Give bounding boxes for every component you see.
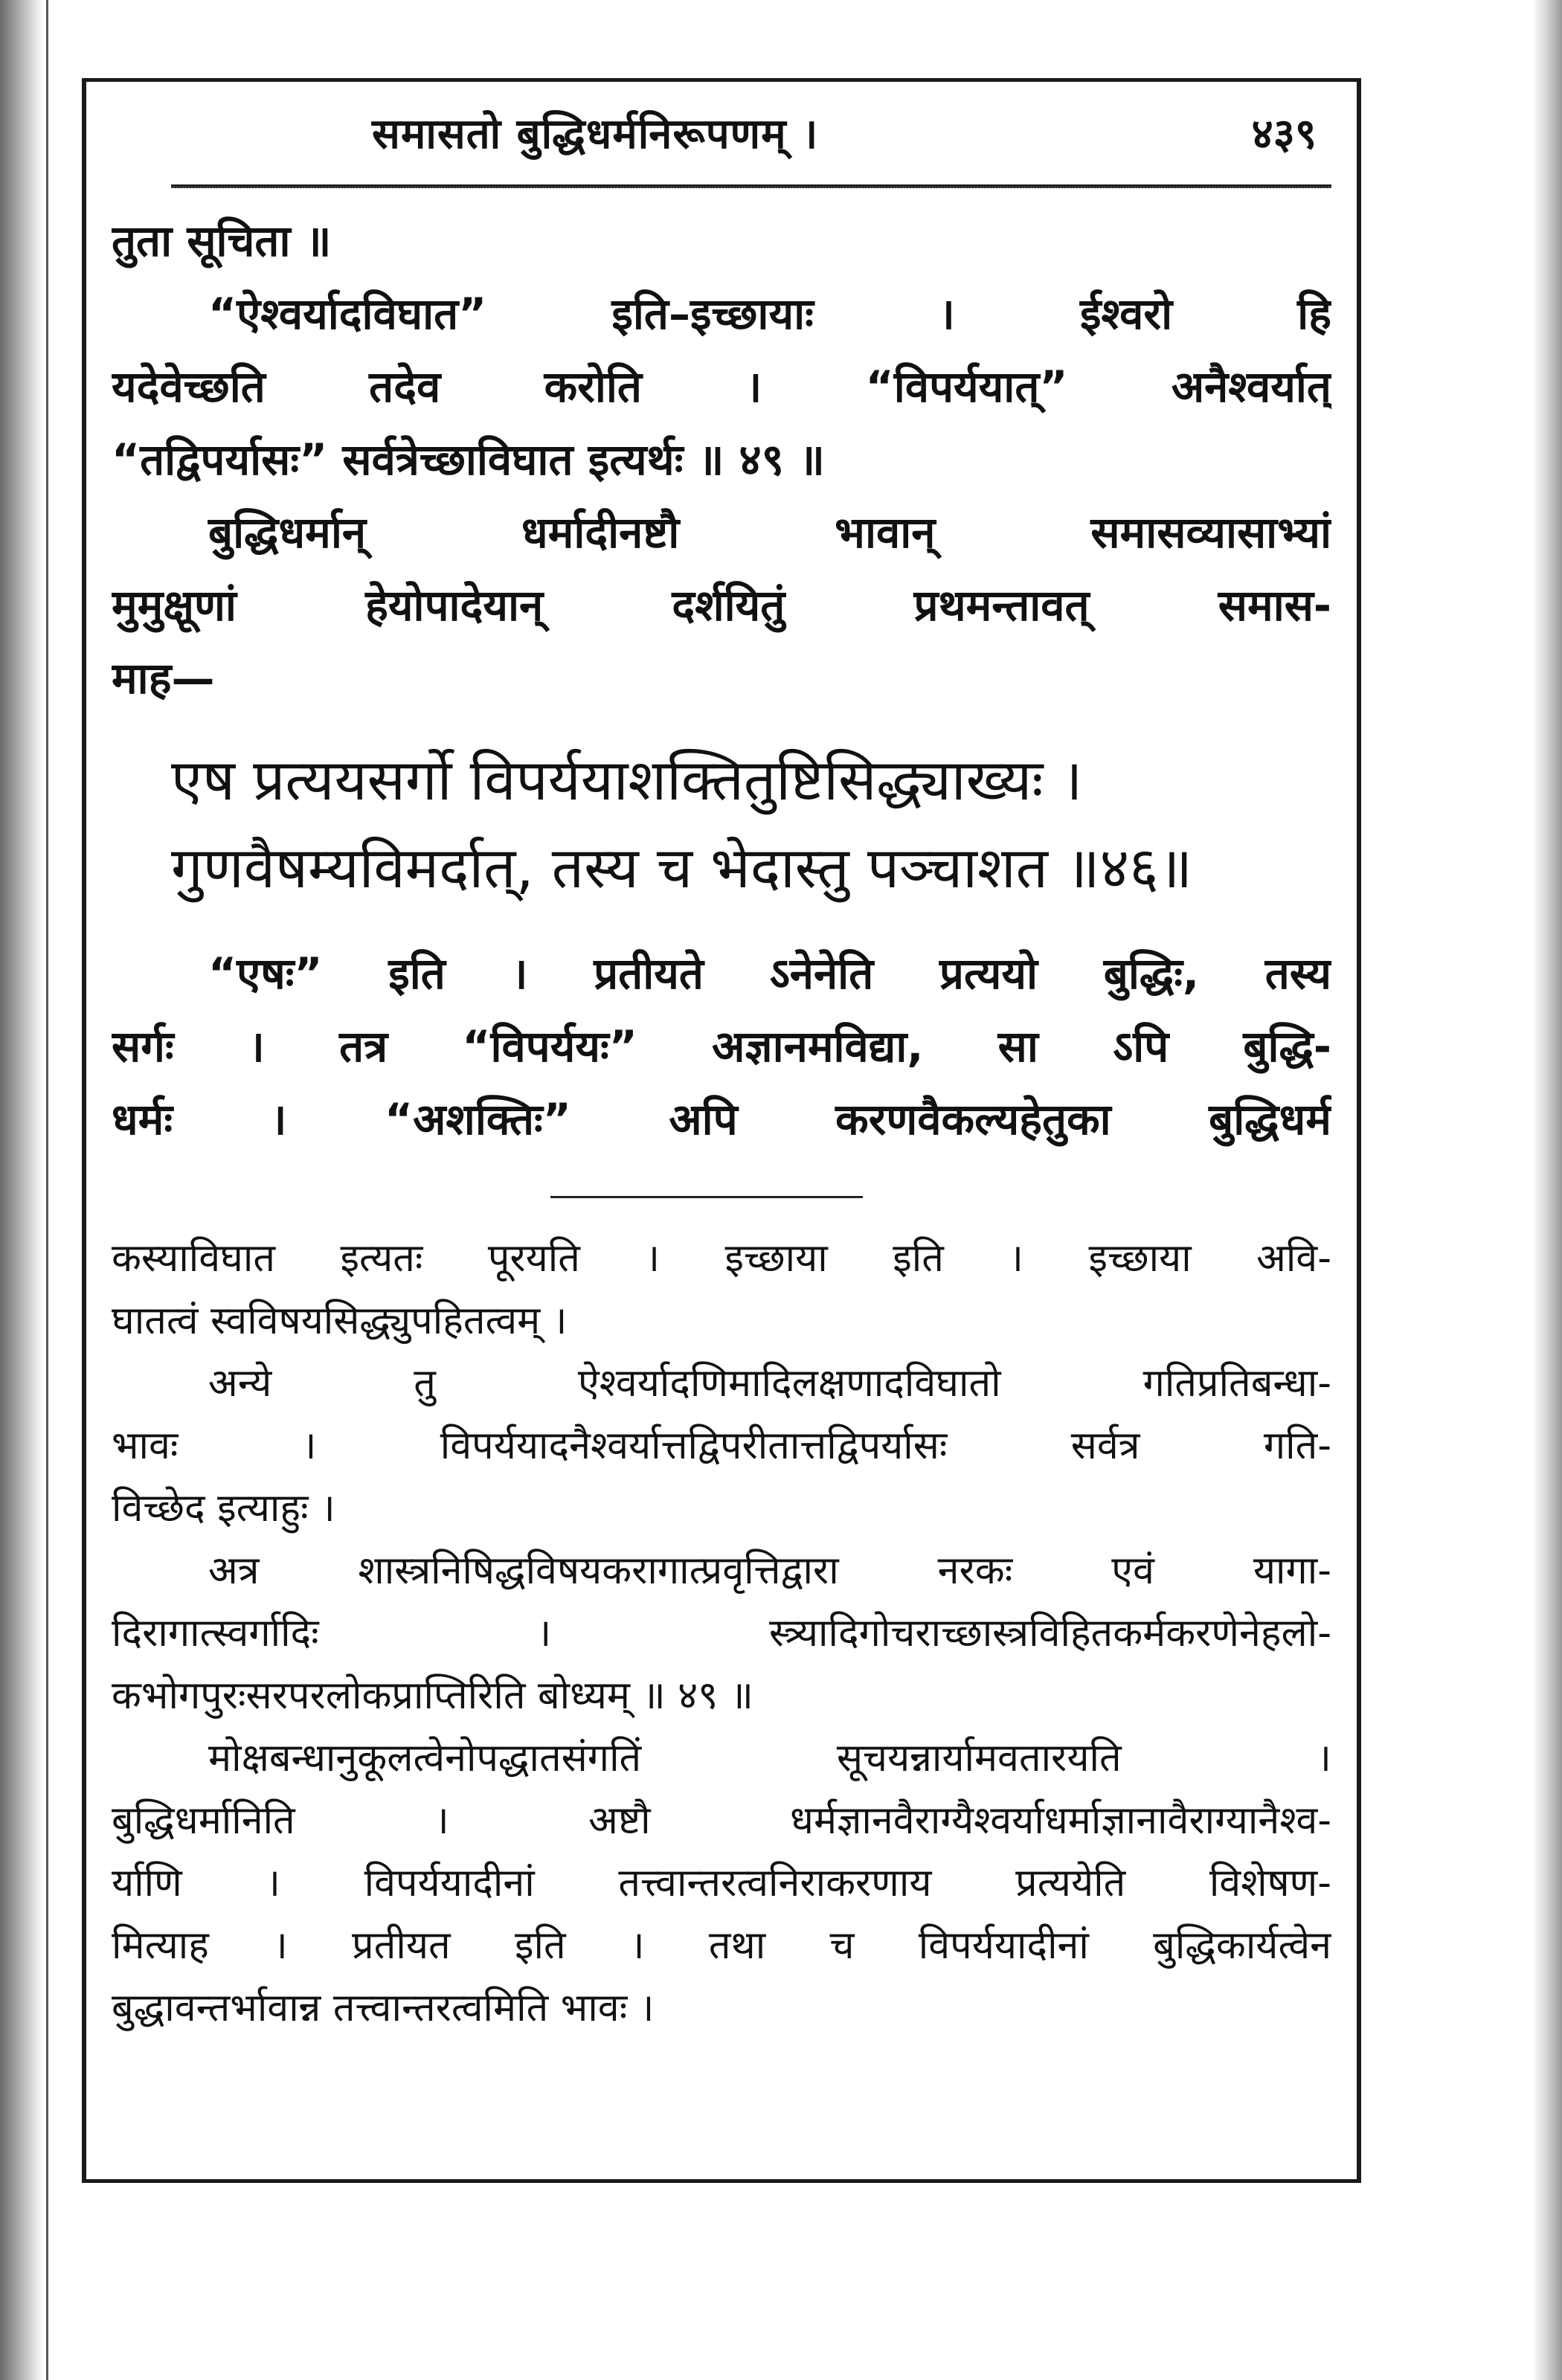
text-line: सर्गः । तत्र “विपर्ययः” अज्ञानमविद्या, सा ऽपि बुद्धि-: [112, 1021, 1331, 1072]
text-line: तुता सूचिता ॥: [112, 216, 332, 266]
book-spine-shadow: [0, 0, 45, 2380]
main-text-block-2: [112, 937, 1331, 1156]
verse-line: गुणवैषम्यविमर्दात्, तस्य च भेदास्तु पञ्चाशत ॥४६॥: [171, 834, 1193, 901]
book-spine-line: [46, 0, 48, 2380]
commentary-line: मित्याह । प्रतीयत इति । तथा च विपर्ययादीनां बुद्धिकार्यत्वेन: [112, 1923, 1331, 1968]
commentary-block: [112, 1227, 1331, 2039]
commentary-line: कस्याविघात इत्यतः पूरयति । इच्छाया इति । इच्छाया अवि-: [112, 1236, 1331, 1281]
commentary-line: बुद्धावन्तर्भावान्न तत्त्वान्तरत्वमिति भावः ।: [112, 1986, 655, 2030]
commentary-line: बुद्धिधर्मानिति । अष्टौ धर्मज्ञानवैराग्यैश्वर्याधर्माज्ञानावैराग्यानैश्व-: [112, 1798, 1331, 1843]
text-line: “तद्विपर्यासः” सर्वत्रेच्छाविघात इत्यर्थः ॥ ४९ ॥: [112, 434, 825, 485]
page-edge-shadow: [1532, 0, 1562, 2380]
commentary-line: घातत्वं स्वविषयसिद्ध्युपहितत्वम् ।: [112, 1299, 568, 1343]
header-rule: [171, 184, 1331, 188]
running-title: समासतो बुद्धिधर्मनिरूपणम् ।: [372, 110, 819, 158]
commentary-line: अन्ये तु ऐश्वर्यादणिमादिलक्षणादविघातो गतिप्रतिबन्धा-: [208, 1361, 1331, 1406]
page-number: ४३९: [1251, 110, 1317, 158]
commentary-line: दिरागात्स्वर्गादिः । स्त्र्यादिगोचराच्छास्त्रविहितकर्मकरणेनेहलो-: [112, 1611, 1331, 1656]
commentary-line: भावः । विपर्ययादनैश्वर्यात्तद्विपरीतात्तद्विपर्यासः सर्वत्र गति-: [112, 1424, 1331, 1468]
text-line: “ऐश्वर्यादविघात” इति–इच्छायाः । ईश्वरो हि: [208, 289, 1331, 339]
commentary-line: मोक्षबन्धानुकूलत्वेनोपद्धातसंगतिं सूचयन्नार्यामवतारयति ।: [208, 1736, 1331, 1781]
text-line: धर्मः । “अशक्तिः” अपि करणवैकल्यहेतुका बुद्धिधर्म: [112, 1094, 1331, 1145]
text-line: माह—: [112, 653, 215, 704]
verse-line: एष प्रत्ययसर्गो विपर्ययाशक्तितुष्टिसिद्ध्याख्यः ।: [171, 747, 1083, 813]
text-line: “एषः” इति । प्रतीयते ऽनेनेति प्रत्ययो बुद्धिः, तस्य: [208, 948, 1331, 999]
commentary-line: कभोगपुरःसरपरलोकप्राप्तिरिति बोध्यम् ॥ ४९ ॥: [112, 1673, 753, 1718]
text-line: यदेवेच्छति तदेव करोति । “विपर्ययात्” अनैश्वर्यात्: [112, 361, 1331, 412]
main-text-block: [112, 205, 1331, 715]
commentary-line: र्याणि । विपर्ययादीनां तत्त्वान्तरत्वनिराकरणाय प्रत्ययेति विशेषण-: [112, 1861, 1331, 1905]
karika-verse-block: [112, 736, 1331, 912]
text-line: बुद्धिधर्मान् धर्मादीनष्टौ भावान् समासव्यासाभ्यां: [208, 507, 1331, 558]
text-line: मुमुक्षूणां हेयोपादेयान् दर्शयितुं प्रथमन्तावत् समास-: [112, 580, 1331, 631]
commentary-line: अत्र शास्त्रनिषिद्धविषयकरागात्प्रवृत्तिद्वारा नरकः एवं यागा-: [208, 1548, 1331, 1593]
commentary-line: विच्छेद इत्याहुः ।: [112, 1486, 335, 1531]
running-header: [126, 104, 1317, 171]
footnote-divider: [550, 1196, 863, 1198]
